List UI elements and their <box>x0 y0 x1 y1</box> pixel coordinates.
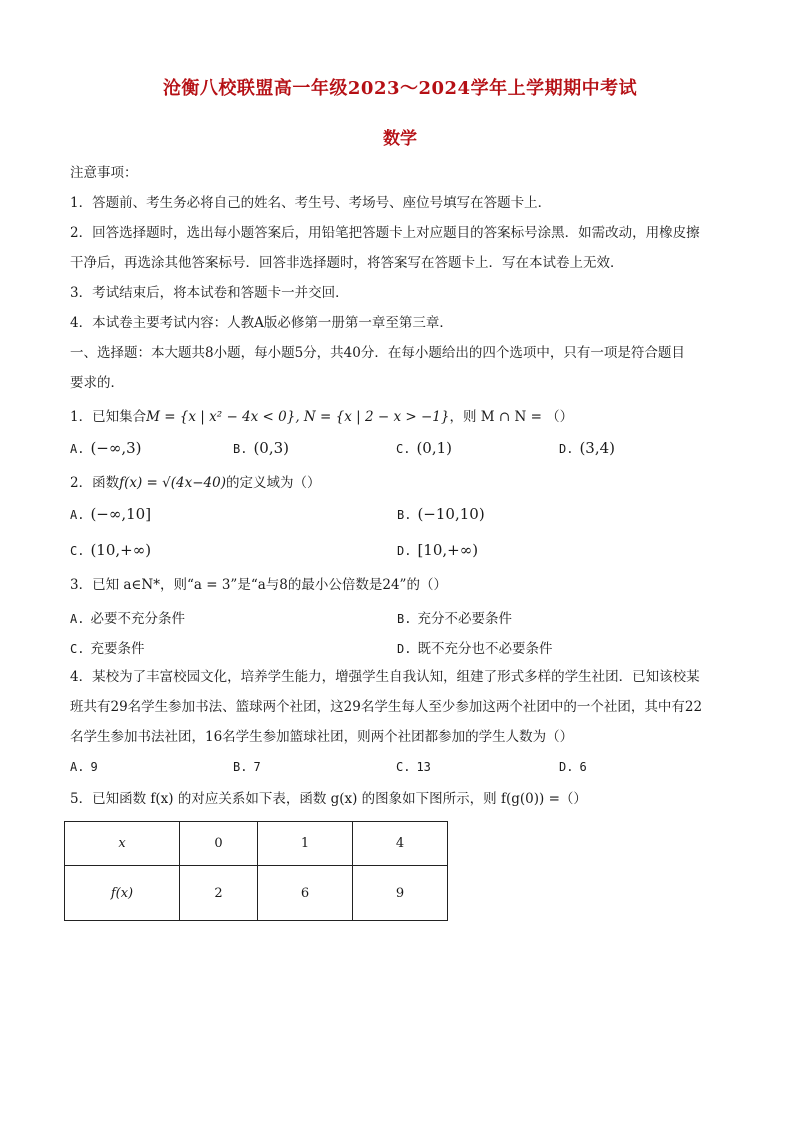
table-cell: 4 <box>353 822 448 866</box>
exam-subject: 数学 <box>383 129 417 149</box>
table-cell: 2 <box>180 866 258 921</box>
q2-suffix: 的定义域为（） <box>225 475 321 491</box>
q2-function-formula: f(x) = √(4x−40) <box>119 475 226 491</box>
note-item-1: 1．答题前、考生务必将自己的姓名、考生号、考场号、座位号填写在答题卡上． <box>70 195 552 211</box>
note-item-2-cont: 干净后，再选涂其他答案标号．回答非选择题时，将答案写在答题卡上．写在本试卷上无效． <box>70 255 624 271</box>
q4-option-a[interactable]: A. 9 <box>70 760 98 774</box>
q3-option-c[interactable]: C. 充要条件 <box>70 641 145 657</box>
q1-options <box>70 439 730 457</box>
q2-option-c[interactable]: C. (10,+∞) <box>70 541 152 559</box>
q3-option-a[interactable]: A. 必要不充分条件 <box>70 611 185 627</box>
function-value-table <box>64 821 448 921</box>
table-row-x <box>65 822 448 866</box>
section-1-heading: 一、选择题：本大题共8小题，每小题5分，共40分．在每小题给出的四个选项中，只有一项是符合题目 <box>70 345 685 361</box>
q1-prefix: 1．已知集合 <box>70 409 147 425</box>
note-item-4: 4．本试卷主要考试内容：人教A版必修第一册第一章至第三章． <box>70 315 453 331</box>
q1-suffix: ，则 M ∩ N = （） <box>449 409 574 425</box>
q4-option-d[interactable]: D. 6 <box>559 760 587 774</box>
question-5: 5．已知函数 f(x) 的对应关系如下表，函数 g(x) 的图象如下图所示，则 f(g(0)) =（） <box>70 791 587 807</box>
q2-options-row-2 <box>70 541 730 559</box>
table-cell: f(x) <box>65 866 180 921</box>
question-4-line-2: 班共有29名学生参加书法、篮球两个社团，这29名学生每人至少参加这两个社团中的一个社团，其中有22 <box>70 699 703 715</box>
q2-options-row-1 <box>70 505 730 523</box>
q2-option-d[interactable]: D. [10,+∞) <box>397 541 479 559</box>
q1-sets-formula: M = {x | x² − 4x < 0}, N = {x | 2 − x > −1} <box>146 409 450 425</box>
question-3: 3．已知 a∈N*，则“a = 3”是“a与8的最小公倍数是24”的（） <box>70 577 447 593</box>
q3-option-d[interactable]: D. 既不充分也不必要条件 <box>397 641 553 657</box>
section-1-heading-cont: 要求的． <box>70 375 124 391</box>
note-item-3: 3．考试结束后，将本试卷和答题卡一并交回． <box>70 285 349 301</box>
q1-option-a[interactable]: A. (−∞,3) <box>70 439 142 457</box>
q2-prefix: 2．函数 <box>70 475 120 491</box>
question-4-line-3: 名学生参加书法社团，16名学生参加篮球社团，则两个社团都参加的学生人数为（） <box>70 729 574 745</box>
q4-option-c[interactable]: C. 13 <box>396 760 431 774</box>
q2-option-b[interactable]: B. (−10,10) <box>397 505 485 523</box>
question-4-line-1: 4．某校为了丰富校园文化，培养学生能力，增强学生自我认知，组建了形式多样的学生社团．已知该校某 <box>70 669 700 685</box>
q1-option-c[interactable]: C. (0,1) <box>396 439 453 457</box>
q1-option-b[interactable]: B. (0,3) <box>233 439 290 457</box>
table-cell: x <box>65 822 180 866</box>
table-cell: 6 <box>258 866 353 921</box>
q3-options-row-2 <box>70 637 730 657</box>
notes-heading: 注意事项： <box>70 165 138 181</box>
question-2 <box>70 473 730 493</box>
table-cell: 1 <box>258 822 353 866</box>
q3-options-row-1 <box>70 607 730 627</box>
note-item-2: 2．回答选择题时，选出每小题答案后，用铅笔把答题卡上对应题目的答案标号涂黑．如需改动，用橡皮擦 <box>70 225 700 241</box>
table-row-fx <box>65 866 448 921</box>
q4-options <box>70 759 730 775</box>
question-1 <box>70 407 730 427</box>
exam-page <box>70 60 730 921</box>
q2-option-a[interactable]: A. (−∞,10] <box>70 505 152 523</box>
q4-option-b[interactable]: B. 7 <box>233 760 261 774</box>
table-cell: 0 <box>180 822 258 866</box>
table-cell: 9 <box>353 866 448 921</box>
q1-option-d[interactable]: D. (3,4) <box>559 439 616 457</box>
exam-title: 沧衡八校联盟高一年级2023～2024学年上学期期中考试 <box>162 78 638 99</box>
q3-option-b[interactable]: B. 充分不必要条件 <box>397 611 512 627</box>
